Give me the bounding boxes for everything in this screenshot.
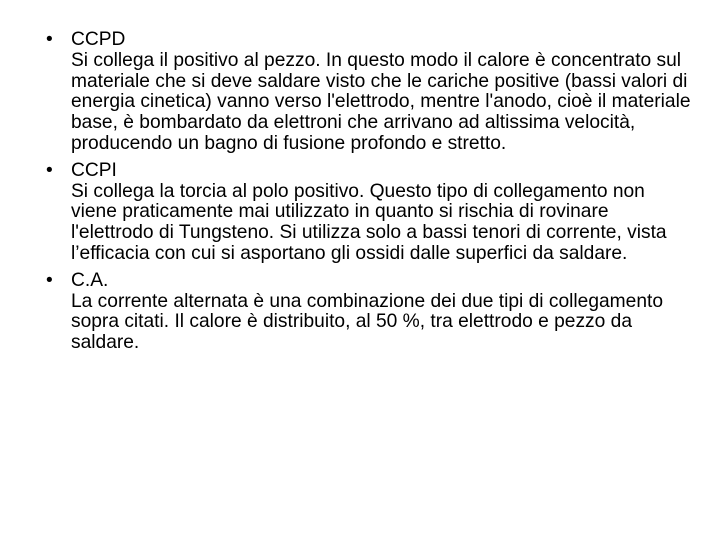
bullet-item-ccpi xyxy=(46,161,696,265)
bullet-title: CCPD xyxy=(71,29,126,50)
bullet-icon: • xyxy=(46,159,53,181)
bullet-item-ccpd xyxy=(46,30,696,155)
bullet-text: La corrente alternata è una combinazione dei due tipi di collegamento sopra citati. Il calore è distribuito, al 50 %, tra elettrodo e pezzo da saldare. xyxy=(71,290,664,354)
bullet-title: C.A. xyxy=(71,269,109,291)
bullet-list xyxy=(46,30,696,360)
bullet-icon: • xyxy=(46,269,53,291)
bullet-item-ca xyxy=(46,271,696,354)
bullet-icon: • xyxy=(46,29,53,50)
bullet-title: CCPI xyxy=(71,159,117,181)
bullet-text: Si collega il positivo al pezzo. In questo modo il calore è concentrato sul materiale che si deve saldare visto che le cariche positive (bassi valori di energia cinetica) vanno verso l'elettrodo, mentre l'anodo, cioè il materiale base, è bombardato da elettroni che arrivano ad altissima velocità, producendo un bagno di fusione profondo e stretto. xyxy=(71,49,691,154)
bullet-text: Si collega la torcia al polo positivo. Questo tipo di collegamento non viene praticamente mai utilizzato in quanto si rischia di rovinare l'elettrodo di Tungsteno. Si utilizza solo a bassi tenori di corrente, vista l’efficacia con cui si asportano gli ossidi dalle superfici da saldare. xyxy=(71,180,667,264)
